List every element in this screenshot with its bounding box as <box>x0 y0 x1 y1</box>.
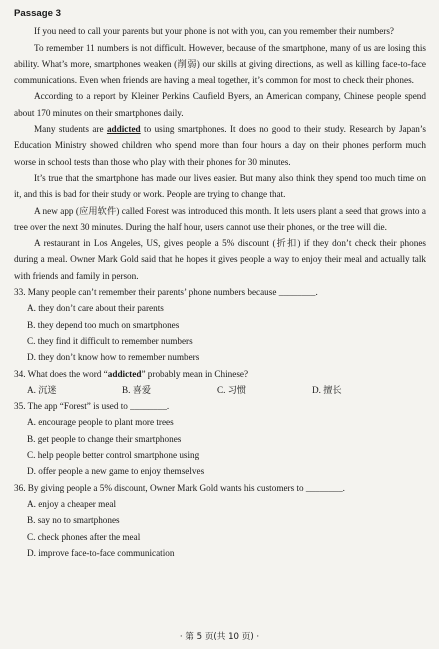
q35-option-b: B. get people to change their smartphones <box>27 433 182 444</box>
q33-option-c: C. they find it difficult to remember numbers <box>27 335 193 346</box>
paragraph-6: A new app (应用软件) called Forest was introduced this month. It lets users plant a seed that grows into a tree over the next 30 minutes. During the half hour, users cannot use their phones, or the tree will die. <box>14 205 426 232</box>
q35-option-c: C. help people better control smartphone using <box>27 450 200 461</box>
q34-stem-end: ” probably mean in Chinese? <box>141 368 249 379</box>
paragraph-1: If you need to call your parents but your phone is not with you, can you remember their numbers? <box>34 26 395 37</box>
q36-option-b: B. say no to smartphones <box>27 515 120 526</box>
q34-stem-start: 34. What does the word “ <box>14 368 108 379</box>
q34-keyword: addicted <box>107 368 142 379</box>
q34-option-b: B. 喜爱 <box>122 384 152 395</box>
paragraph-4 <box>14 121 426 170</box>
q34-option-d: D. 擅长 <box>312 384 342 395</box>
q36-option-c: C. check phones after the meal <box>27 531 141 542</box>
paragraph-4-start: Many students are <box>34 124 107 135</box>
q35-option-d: D. offer people a new game to enjoy themselves <box>27 466 205 477</box>
q33-option-b: B. they depend too much on smartphones <box>27 319 180 330</box>
paragraph-3: According to a report by Kleiner Perkins Caufield Byers, an American company, Chinese people spend about 170 minutes on their smartphones daily. <box>14 91 426 118</box>
page-number-footer: · 第 5 页(共 10 页) · <box>179 631 260 642</box>
question-33: 33. Many people can’t remember their parents’ phone numbers because ________. <box>14 287 318 298</box>
question-34 <box>14 366 426 382</box>
q33-option-a: A. they don’t care about their parents <box>27 303 164 314</box>
paragraph-2: To remember 11 numbers is not difficult. However, because of the smartphone, many of us are losing this ability. What’s more, smartphones weaken (削弱) our skills at giving directions, as well as killing face-to-face communications. Even when friends are having a meal together, it’s common for most to check their phones. <box>14 42 426 86</box>
passage-title: Passage 3 <box>14 8 61 19</box>
paragraph-4-rest: to using smartphones. It does no good to their study. Research by Japan’s Education Ministry showed children who spend more than four hours a day on their phones perform much worse in school tests than those who play with their phones for 30 minutes. <box>14 124 426 167</box>
q34-options <box>27 382 426 398</box>
keyword-addicted: addicted <box>106 124 141 135</box>
q34-option-c: C. 习惯 <box>217 384 247 395</box>
q35-option-a: A. encourage people to plant more trees <box>27 417 174 428</box>
q36-option-a: A. enjoy a cheaper meal <box>27 498 117 509</box>
q34-option-a: A. 沉迷 <box>27 384 57 395</box>
question-36: 36. By giving people a 5% discount, Owner Mark Gold wants his customers to ________. <box>14 482 345 493</box>
paragraph-7: A restaurant in Los Angeles, US, gives people a 5% discount (折扣) if they don’t check their phones during a meal. Owner Mark Gold said that he hopes it gives people a way to enjoy their meal and actually talk with friends and family in person. <box>14 238 426 281</box>
paragraph-5: It’s true that the smartphone has made our lives easier. But many also think they spend too much time on it, and this is bad for their study or work. People are trying to change that. <box>14 172 426 200</box>
q36-option-d: D. improve face-to-face communication <box>27 547 175 558</box>
question-35: 35. The app “Forest” is used to ________. <box>14 401 170 412</box>
q33-option-d: D. they don’t know how to remember numbers <box>27 352 200 363</box>
